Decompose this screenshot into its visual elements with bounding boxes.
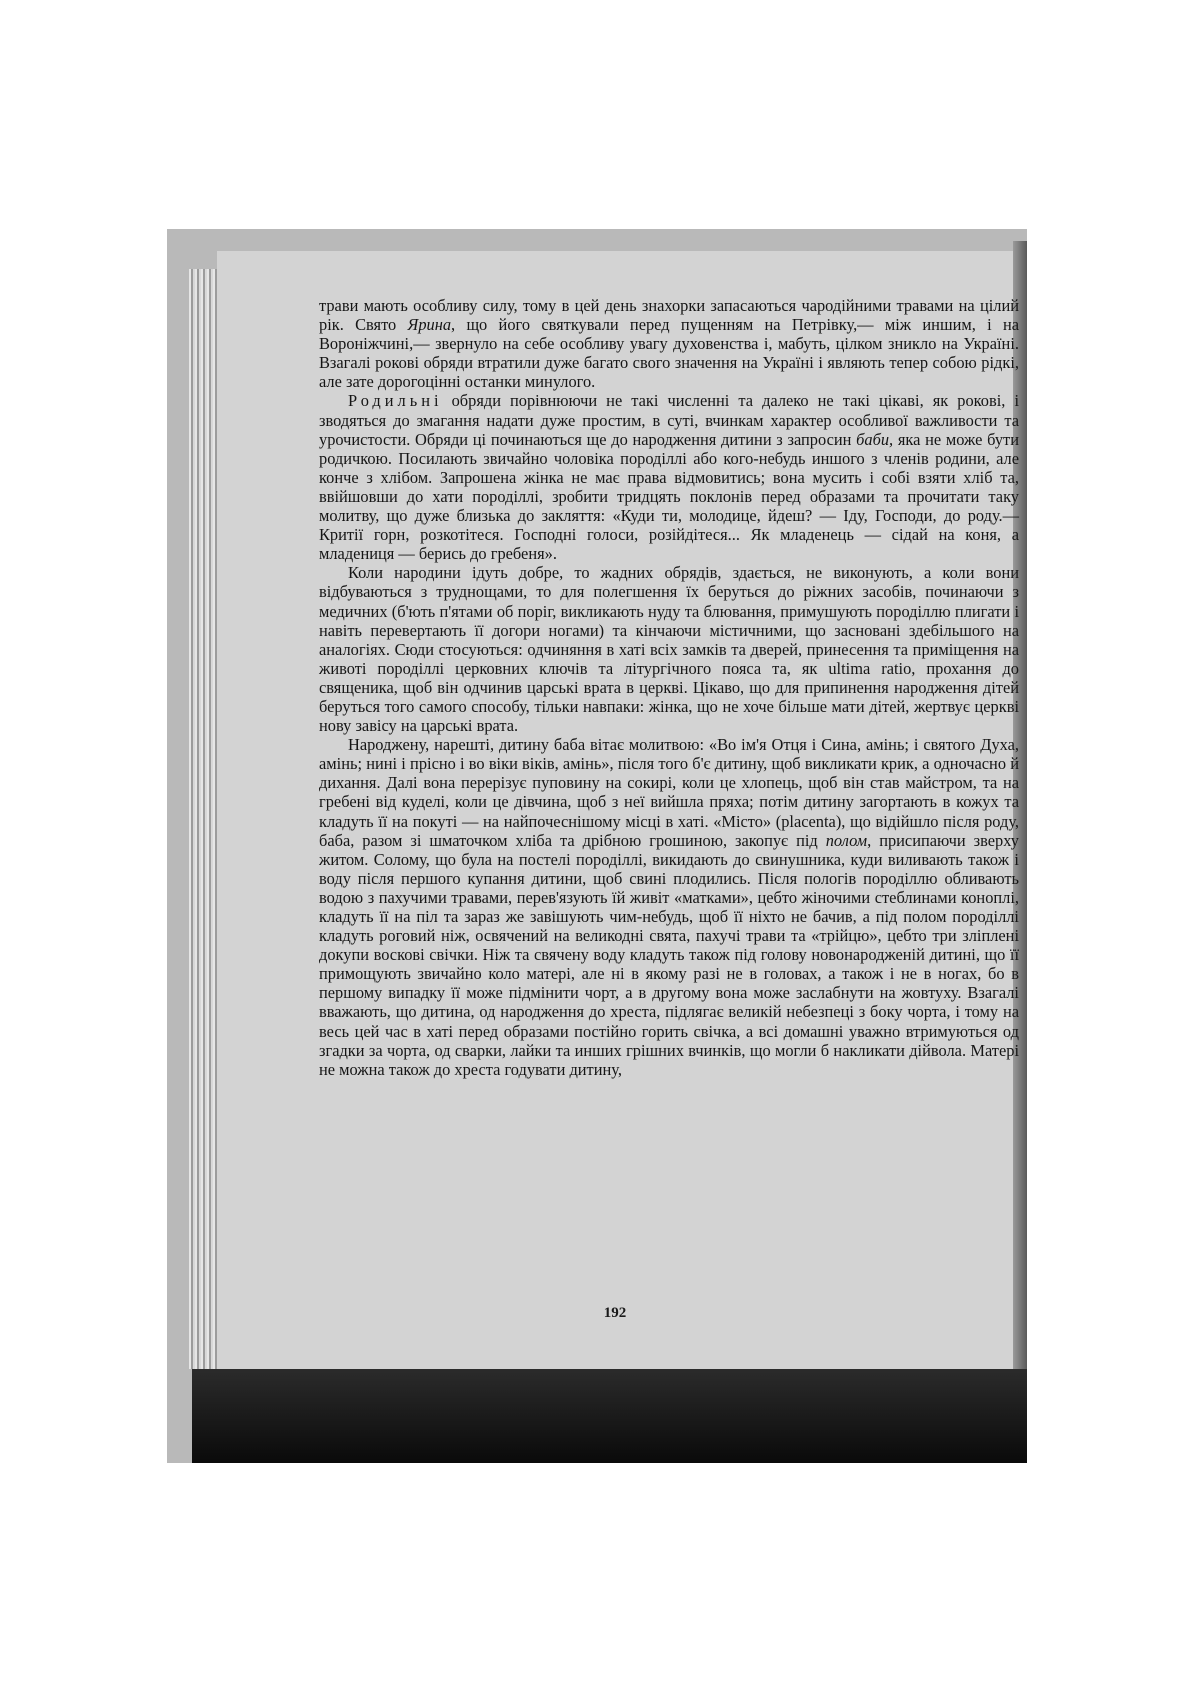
emphasis: полом — [825, 830, 868, 850]
emphasis: баби, — [856, 429, 894, 449]
book-page-stack — [189, 269, 219, 1369]
paragraph: Народжену, нарешті, дитину баба вітає молитвою: «Во ім'я Отця і Сина, амінь; і святого Духа, амінь; нині і прісно і во віки віків, амінь», після того б'є дитину, щоб викликати крик, а одночасно й дихання. Далі вона перерізує пуповину на сокирі, коли це хлопець, щоб він став майстром, та на гребені від куделі, коли це дівчина, щоб з неї вийшла пряха; потім дитину загортають в кожух та кладуть її на покуті — на найпочеснішому місці в хаті. «Місто» (placenta), що відійшло після роду, баба, разом зі шматочком хліба та дрібною грошиною, закопує під полом, присипаючи зверху житом. Солому, що була на постелі породіллі, викидають до свинушника, куди виливають також і воду після першого купання дитини, щоб свині плодились. Після пологів породіллю обливають водою з пахучими травами, перев'язують їй живіт «матками», цебто жіночими стеблинами коноплі, кладуть її на піл та зараз же завішують чим-небудь, щоб її ніхто не бачив, а під полом породіллі кладуть роговий ніж, освячений на великодні свята, пахучі трави та «трійцю», цебто три зліплені докупи воскові свічки. Ніж та свячену воду кладуть також під голову новонародженій дитині, що її примощують звичайно коло матері, але ні в якому разі не в головах, а також і не в ногах, бо в першому випадку її може підмінити чорт, а в другому вона може заслабнути на жовтуху. Взагалі вважають, що дитина, од народження до хреста, підлягає великій небезпеці з боку чорта, і тому на весь цей час в хаті перед образами постійно горить свічка, а всі домашні уважно втримуються од згадки за чорта, од сварки, лайки та инших грішних вчинків, що могли б накликати дійвола. Матері не можна також до хреста годувати дитину, — [319, 735, 1019, 1079]
paragraph: трави мають особливу силу, тому в цей день знахорки запасаються чародійними травами на цілий рік. Свято Ярина, що його святкували перед пущенням на Петрівку,— між иншим, і на Вороніжчині,— звернуло на себе особливу увагу духовенства і, мабуть, цілком зникло на Україні. Взагалі рокові обряди втратили дуже багато свого значення на Україні і являють тепер собою рідкі, але зате дорогоцінні останки минулого. — [319, 296, 1019, 392]
book-page — [217, 251, 1019, 1369]
paragraph: Коли народини ідуть добре, то жадних обрядів, здається, не виконують, а коли вони відбуваються з труднощами, то для полегшення їх беруться до ріжних засобів, починаючи з медичних (б'ють п'ятами об поріг, викликають нуду та блювання, примушують породіллю плигати і навіть перевертають її догори ногами) та кінчаючи містичними, що засновані здебільшого на аналогіях. Сюди стосуються: одчиняння в хаті всіх замків та дверей, принесення та приміщення на животі породіллі церковних ключів та літургічного пояса та, як ultima ratio, прохання до священика, щоб він одчинив царські врата в церкві. Цікаво, що для припинення народження дітей беруться того самого способу, тільки навпаки: жінка, що не хоче більше мати дітей, жертвує церкві нову завісу на царські врата. — [319, 563, 1019, 736]
book-scan — [167, 229, 1027, 1463]
page-number: 192 — [603, 1305, 627, 1321]
scan-shadow — [192, 1369, 1027, 1463]
paragraph: Родильні обряди порівнюючи не такі численні та далеко не такі цікаві, як рокові, і зводяться до змагання надати дуже простим, в суті, вчинкам характер особливої важливости та урочистости. Обряди ці починаються ще до народження дитини з запросин баби, яка не може бути родичкою. Посилають звичайно чоловіка породіллі або кого-небудь иншого з членів родини, але конче з хлібом. Запрошена жінка не має права відмовитись; вона мусить і собі взяти хліб та, ввійшовши до хати породіллі, зробити тридцять поклонів перед образами та прочитати таку молитву, що дуже близька до закляття: «Куди ти, молодице, йдеш? — Іду, Господи, до роду.— Критії горн, розкотітеся. Господні голоси, розійдітеся... Як младенець — сідай на коня, а младениця — берись до гребеня». — [319, 391, 1019, 564]
emphasis: Ярина — [407, 315, 452, 335]
body-text — [319, 296, 1019, 1079]
spaced-term: Родильні — [348, 391, 443, 411]
